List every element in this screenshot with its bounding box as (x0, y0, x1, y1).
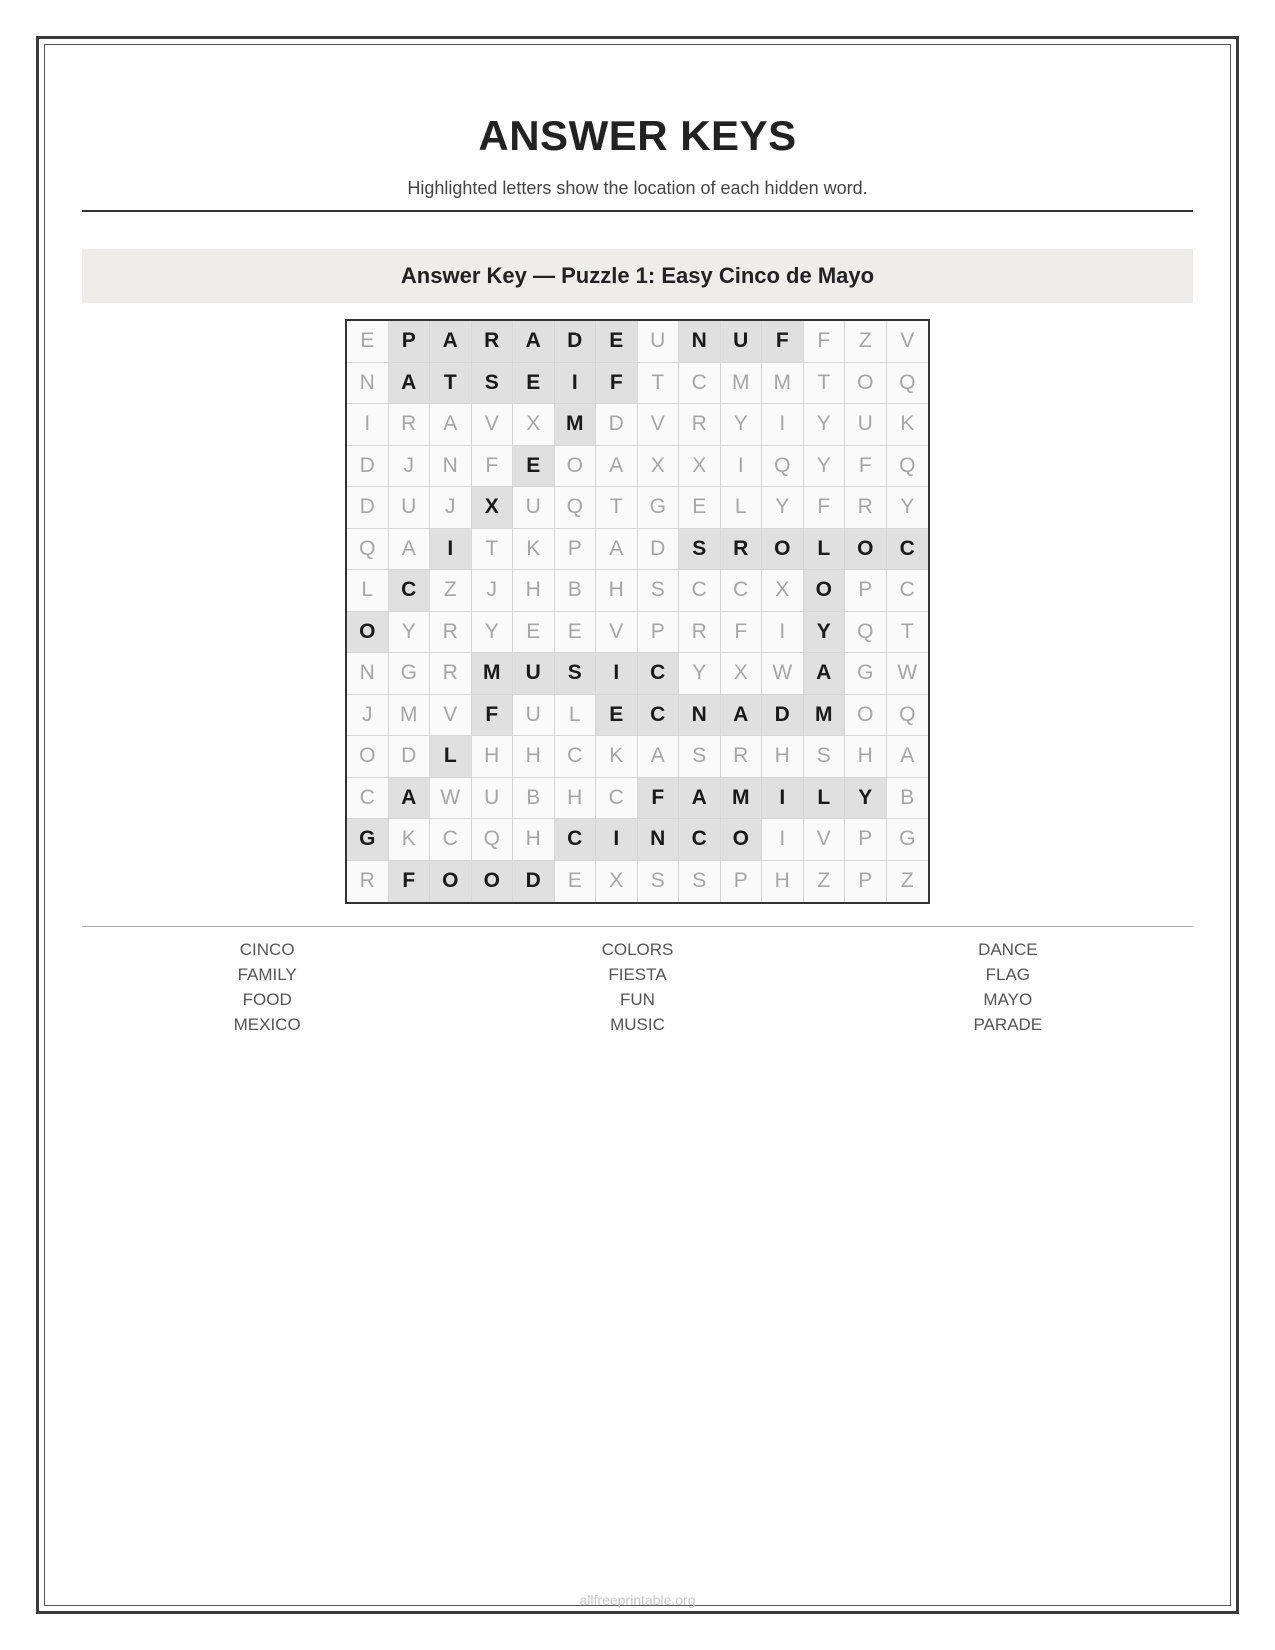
grid-cell: A (638, 736, 680, 778)
grid-cell: H (513, 819, 555, 861)
grid-cell: H (845, 736, 887, 778)
grid-cell: S (679, 736, 721, 778)
grid-cell-highlighted: D (513, 861, 555, 903)
grid-cell-highlighted: M (721, 778, 763, 820)
grid-cell: Q (887, 446, 929, 488)
grid-cell-highlighted: A (679, 778, 721, 820)
grid-cell: C (679, 570, 721, 612)
grid-cell-highlighted: A (721, 695, 763, 737)
grid-cell: P (555, 529, 597, 571)
grid-cell: Y (887, 487, 929, 529)
grid-cell-highlighted: D (762, 695, 804, 737)
grid-cell-highlighted: G (347, 819, 389, 861)
grid-cell: X (762, 570, 804, 612)
grid-cell: P (721, 861, 763, 903)
grid-cell-highlighted: E (513, 446, 555, 488)
grid-cell-highlighted: O (347, 612, 389, 654)
grid-cell-highlighted: C (555, 819, 597, 861)
grid-cell-highlighted: I (430, 529, 472, 571)
grid-cell: T (596, 487, 638, 529)
grid-cell-highlighted: O (430, 861, 472, 903)
grid-cell: R (347, 861, 389, 903)
grid-cell: U (513, 487, 555, 529)
grid-cell: R (679, 612, 721, 654)
grid-cell: Y (679, 653, 721, 695)
grid-cell: V (596, 612, 638, 654)
grid-cell: R (389, 404, 431, 446)
grid-cell-highlighted: A (804, 653, 846, 695)
grid-cell-highlighted: Y (845, 778, 887, 820)
grid-cell: U (389, 487, 431, 529)
grid-cell-highlighted: E (596, 695, 638, 737)
grid-cell-highlighted: L (430, 736, 472, 778)
word-list (82, 937, 1193, 1037)
grid-cell-highlighted: O (762, 529, 804, 571)
grid-cell-highlighted: P (389, 321, 431, 363)
grid-cell: P (638, 612, 680, 654)
grid-cell: S (638, 861, 680, 903)
grid-cell: D (638, 529, 680, 571)
grid-cell: N (430, 446, 472, 488)
grid-cell: W (430, 778, 472, 820)
grid-cell: S (638, 570, 680, 612)
grid-cell-highlighted: N (679, 321, 721, 363)
grid-cell: S (679, 861, 721, 903)
grid-cell: Y (472, 612, 514, 654)
word-list-item: FIESTA (608, 965, 667, 984)
grid-cell: O (845, 695, 887, 737)
grid-cell-highlighted: U (513, 653, 555, 695)
grid-cell: V (887, 321, 929, 363)
grid-cell-highlighted: S (472, 363, 514, 405)
grid-cell: G (638, 487, 680, 529)
word-list-item: CINCO (239, 940, 295, 959)
grid-cell: L (555, 695, 597, 737)
grid-cell: W (762, 653, 804, 695)
grid-cell: O (347, 736, 389, 778)
grid-cell-highlighted: O (472, 861, 514, 903)
grid-cell: A (887, 736, 929, 778)
grid-cell: H (472, 736, 514, 778)
grid-cell: Q (555, 487, 597, 529)
word-list-item: MAYO (983, 990, 1033, 1009)
grid-cell: B (555, 570, 597, 612)
grid-cell: P (845, 570, 887, 612)
grid-cell-highlighted: O (845, 529, 887, 571)
header-divider (82, 210, 1193, 212)
grid-cell-highlighted: C (887, 529, 929, 571)
grid-cell: C (430, 819, 472, 861)
grid-cell-highlighted: D (555, 321, 597, 363)
grid-cell: Y (762, 487, 804, 529)
grid-cell-highlighted: S (679, 529, 721, 571)
grid-cell-highlighted: L (804, 778, 846, 820)
grid-cell-highlighted: C (638, 695, 680, 737)
grid-cell-highlighted: S (555, 653, 597, 695)
grid-cell-highlighted: Y (804, 612, 846, 654)
grid-cell: Y (804, 404, 846, 446)
grid-cell: C (721, 570, 763, 612)
grid-cell: Q (762, 446, 804, 488)
grid-cell: I (762, 819, 804, 861)
grid-cell: G (845, 653, 887, 695)
grid-cell-highlighted: R (721, 529, 763, 571)
grid-cell: D (347, 446, 389, 488)
grid-cell: M (389, 695, 431, 737)
grid-cell: R (721, 736, 763, 778)
grid-cell: O (845, 363, 887, 405)
grid-cell: E (555, 861, 597, 903)
grid-cell: X (721, 653, 763, 695)
grid-cell: L (721, 487, 763, 529)
grid-cell-highlighted: A (389, 778, 431, 820)
grid-cell: T (638, 363, 680, 405)
grid-cell-highlighted: I (555, 363, 597, 405)
grid-cell-highlighted: C (679, 819, 721, 861)
grid-cell: J (472, 570, 514, 612)
grid-cell: E (555, 612, 597, 654)
grid-cell-highlighted: F (389, 861, 431, 903)
word-list-item: DANCE (978, 940, 1038, 959)
grid-cell-highlighted: M (472, 653, 514, 695)
grid-cell: F (721, 612, 763, 654)
grid-cell: K (389, 819, 431, 861)
word-list-item: MEXICO (233, 1015, 301, 1034)
grid-cell: M (721, 363, 763, 405)
section-header (82, 249, 1193, 303)
grid-cell-highlighted: M (555, 404, 597, 446)
word-list-item: FUN (620, 990, 655, 1009)
grid-cell: E (679, 487, 721, 529)
grid-cell: U (638, 321, 680, 363)
grid-cell: T (887, 612, 929, 654)
grid-cell: B (887, 778, 929, 820)
grid-cell: E (513, 612, 555, 654)
grid-cell: R (430, 612, 472, 654)
grid-cell-highlighted: A (430, 321, 472, 363)
grid-cell: A (430, 404, 472, 446)
grid-cell: U (513, 695, 555, 737)
grid-cell: T (804, 363, 846, 405)
grid-cell: I (721, 446, 763, 488)
grid-cell: A (596, 529, 638, 571)
grid-cell: X (679, 446, 721, 488)
grid-cell: I (762, 612, 804, 654)
grid-cell: Q (887, 695, 929, 737)
grid-cell: H (762, 861, 804, 903)
grid-cell: P (845, 861, 887, 903)
grid-cell: W (887, 653, 929, 695)
grid-cell: Y (804, 446, 846, 488)
grid-cell: Z (845, 321, 887, 363)
grid-cell: F (804, 487, 846, 529)
grid-cell: Q (845, 612, 887, 654)
grid-cell: J (347, 695, 389, 737)
grid-cell-highlighted: N (638, 819, 680, 861)
grid-cell: G (887, 819, 929, 861)
word-list-item: FOOD (242, 990, 292, 1009)
grid-cell: M (762, 363, 804, 405)
grid-cell: F (472, 446, 514, 488)
grid-cell: V (430, 695, 472, 737)
grid-cell: C (555, 736, 597, 778)
grid-cell: X (596, 861, 638, 903)
grid-cell: C (679, 363, 721, 405)
grid-cell: J (430, 487, 472, 529)
grid-cell: S (804, 736, 846, 778)
grid-cell: H (513, 736, 555, 778)
grid-cell-highlighted: C (638, 653, 680, 695)
grid-cell: B (513, 778, 555, 820)
grid-cell-highlighted: A (513, 321, 555, 363)
word-list-item: COLORS (601, 940, 674, 959)
grid-cell: F (804, 321, 846, 363)
grid-cell: V (804, 819, 846, 861)
grid-cell: Y (721, 404, 763, 446)
grid-cell: Q (887, 363, 929, 405)
grid-cell: U (472, 778, 514, 820)
grid-cell: Z (430, 570, 472, 612)
grid-cell: O (555, 446, 597, 488)
page-title: ANSWER KEYS (478, 112, 797, 159)
grid-cell-highlighted: O (804, 570, 846, 612)
grid-cell: Q (472, 819, 514, 861)
grid-cell: C (596, 778, 638, 820)
grid-cell: U (845, 404, 887, 446)
grid-cell: I (347, 404, 389, 446)
grid-cell-highlighted: F (472, 695, 514, 737)
grid-cell: P (845, 819, 887, 861)
grid-cell: J (389, 446, 431, 488)
grid-cell-highlighted: I (596, 653, 638, 695)
grid-cell-highlighted: F (638, 778, 680, 820)
grid-cell: Y (389, 612, 431, 654)
grid-cell: N (347, 653, 389, 695)
grid-cell: D (596, 404, 638, 446)
grid-cell: E (347, 321, 389, 363)
grid-cell: R (679, 404, 721, 446)
grid-cell: X (638, 446, 680, 488)
grid-cell: A (389, 529, 431, 571)
page-subtitle: Highlighted letters show the location of each hidden word. (407, 178, 868, 198)
grid-cell-highlighted: E (596, 321, 638, 363)
grid-cell: R (845, 487, 887, 529)
grid-cell: L (347, 570, 389, 612)
word-list-item: FLAG (985, 965, 1031, 984)
word-list-item: FAMILY (237, 965, 297, 984)
footer-watermark: allfreeprintable.org (579, 1592, 696, 1608)
grid-cell: A (596, 446, 638, 488)
word-search-grid (345, 319, 930, 904)
word-list-item: MUSIC (610, 1015, 665, 1034)
grid-cell-highlighted: A (389, 363, 431, 405)
grid-divider (82, 926, 1193, 927)
grid-cell-highlighted: M (804, 695, 846, 737)
grid-cell: H (555, 778, 597, 820)
section-title: Answer Key — Puzzle 1: Easy Cinco de Mayo (400, 263, 875, 288)
grid-cell: R (430, 653, 472, 695)
grid-cell: Z (804, 861, 846, 903)
grid-cell-highlighted: I (762, 778, 804, 820)
grid-cell-highlighted: R (472, 321, 514, 363)
grid-cell: Q (347, 529, 389, 571)
grid-cell-highlighted: F (596, 363, 638, 405)
grid-cell: K (596, 736, 638, 778)
grid-cell: H (762, 736, 804, 778)
grid-cell: F (845, 446, 887, 488)
grid-cell: C (347, 778, 389, 820)
grid-cell-highlighted: F (762, 321, 804, 363)
grid-cell: G (389, 653, 431, 695)
grid-cell-highlighted: E (513, 363, 555, 405)
grid-cell-highlighted: O (721, 819, 763, 861)
grid-cell-highlighted: X (472, 487, 514, 529)
grid-cell-highlighted: T (430, 363, 472, 405)
word-list-item: PARADE (973, 1015, 1043, 1034)
grid-cell: X (513, 404, 555, 446)
grid-cell: V (638, 404, 680, 446)
grid-cell: C (887, 570, 929, 612)
grid-cell: N (347, 363, 389, 405)
grid-cell-highlighted: U (721, 321, 763, 363)
grid-cell: T (472, 529, 514, 571)
grid-cell-highlighted: I (596, 819, 638, 861)
grid-cell: D (389, 736, 431, 778)
grid-cell: I (762, 404, 804, 446)
grid-cell: K (887, 404, 929, 446)
grid-cell: Z (887, 861, 929, 903)
grid-cell-highlighted: N (679, 695, 721, 737)
grid-cell: D (347, 487, 389, 529)
grid-cell: H (513, 570, 555, 612)
grid-cell: H (596, 570, 638, 612)
grid-cell-highlighted: L (804, 529, 846, 571)
grid-cell: V (472, 404, 514, 446)
grid-cell: K (513, 529, 555, 571)
grid-cell-highlighted: C (389, 570, 431, 612)
